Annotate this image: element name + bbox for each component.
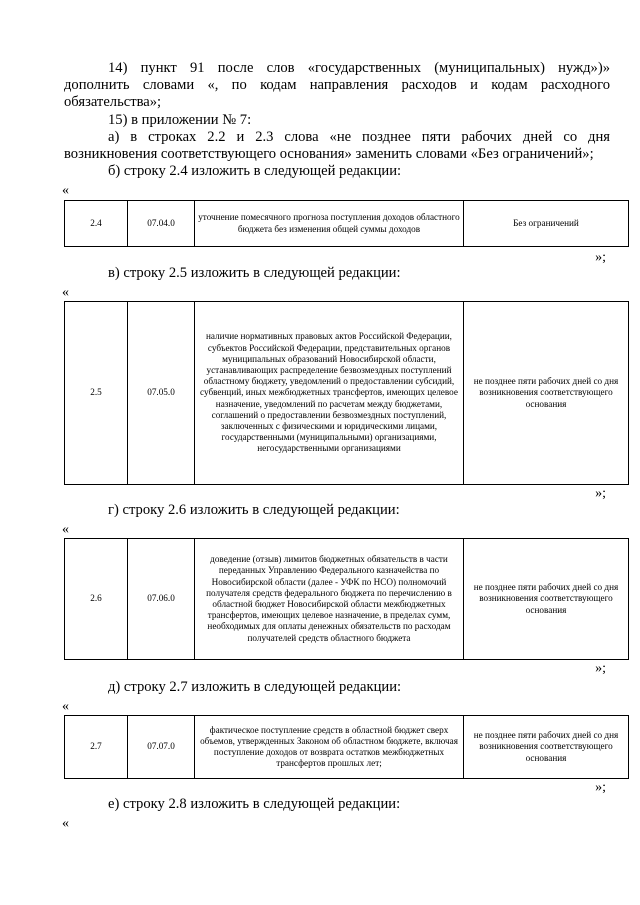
paragraph-item-15: 15) в приложении № 7:	[108, 112, 252, 128]
open-quote: «	[62, 285, 69, 300]
row-number: 2.7	[65, 716, 128, 779]
table-row	[65, 539, 629, 660]
amendment-table-2-5	[64, 301, 629, 485]
row-code: 07.04.0	[128, 201, 195, 247]
row-deadline: не позднее пяти рабочих дней со дня возникновения соответствующего основания	[464, 716, 629, 779]
row-description: фактическое поступление средств в областной бюджет сверх объемов, утвержденных Законом об областном бюджете, включая поступление доходов от возврата остатков межбюджетных трансфертов прошлых лет;	[195, 716, 464, 779]
row-description: доведение (отзыв) лимитов бюджетных обязательств в части переданных Управлению Федерального казначейства по Новосибирской области (далее - УФК по НСО) полномочий получателя средств федерального бюджета по перечислению в областной бюджет Новосибирской области межбюджетных трансфертов, имеющих целевое назначение, в пределах сумм, необходимых для оплаты денежных обязательств по расходам получателей средств областного бюджета	[195, 539, 464, 660]
row-description: уточнение помесячного прогноза поступления доходов областного бюджета без изменения общей суммы доходов	[195, 201, 464, 247]
open-quote: «	[62, 816, 69, 831]
open-quote: «	[62, 183, 69, 198]
paragraph-item-14: 14) пункт 91 после слов «государственных (муниципальных) нужд»)» дополнить словами «, по кодам направления расходов и кодам расходного обязательства»;	[64, 60, 610, 111]
table-row	[65, 201, 629, 247]
paragraph-d: д) строку 2.7 изложить в следующей редакции:	[108, 679, 402, 695]
close-quote: »;	[595, 661, 606, 676]
open-quote: «	[62, 699, 69, 714]
row-code: 07.07.0	[128, 716, 195, 779]
amendment-table-2-4	[64, 200, 629, 247]
row-deadline: не позднее пяти рабочих дней со дня возникновения соответствующего основания	[464, 539, 629, 660]
open-quote: «	[62, 522, 69, 537]
table-row	[65, 302, 629, 485]
amendment-table-2-6	[64, 538, 629, 660]
close-quote: »;	[595, 486, 606, 501]
paragraph-v: в) строку 2.5 изложить в следующей редакции:	[108, 265, 401, 281]
amendment-table-2-7	[64, 715, 629, 779]
paragraph-g: г) строку 2.6 изложить в следующей редакции:	[108, 502, 400, 518]
paragraph-e: е) строку 2.8 изложить в следующей редакции:	[108, 796, 401, 812]
row-code: 07.05.0	[128, 302, 195, 485]
paragraph-a: а) в строках 2.2 и 2.3 слова «не позднее пяти рабочих дней со дня возникновения соответствующего основания» заменить словами «Без ограничений»;	[64, 129, 610, 163]
row-code: 07.06.0	[128, 539, 195, 660]
row-description: наличие нормативных правовых актов Российской Федерации, субъектов Российской Федерации, представительных органов муниципальных образований Новосибирской области, устанавливающих распределение безвозмездных поступлений областному бюджету, уведомлений о предоставлении субсидий, субвенций, иных межбюджетных трансфертов, имеющих целевое назначение, уведомлений по расчетам между бюджетами, соглашений о предоставлении безвозмездных поступлений, заключенных с физическими и юридическими лицами, государственными (муниципальными) организациями, негосударственными организациями	[195, 302, 464, 485]
row-deadline: не позднее пяти рабочих дней со дня возникновения соответствующего основания	[464, 302, 629, 485]
close-quote: »;	[595, 780, 606, 795]
paragraph-b: б) строку 2.4 изложить в следующей редакции:	[108, 163, 402, 179]
row-deadline: Без ограничений	[464, 201, 629, 247]
row-number: 2.5	[65, 302, 128, 485]
close-quote: »;	[595, 250, 606, 265]
table-row	[65, 716, 629, 779]
row-number: 2.4	[65, 201, 128, 247]
row-number: 2.6	[65, 539, 128, 660]
